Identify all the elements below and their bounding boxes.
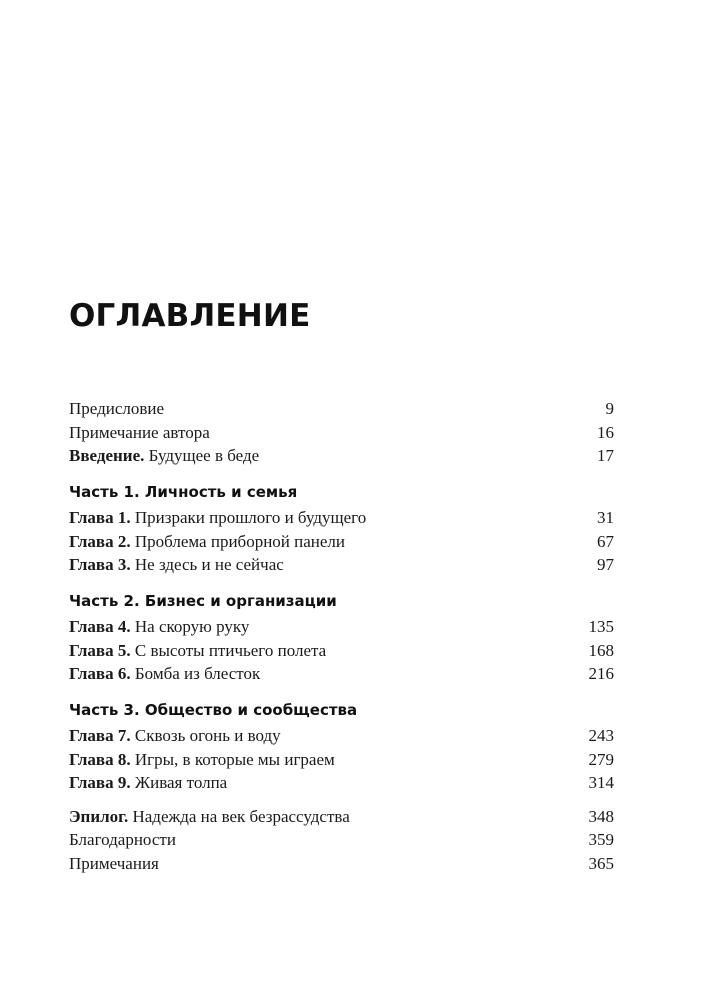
part-heading: Часть 2. Бизнес и организации: [69, 591, 337, 610]
entry-title: [69, 852, 159, 876]
entry-page-number: 31: [597, 508, 614, 527]
entry-text: Примечание автора: [69, 422, 210, 442]
entry-page-number: 279: [588, 749, 614, 769]
entry-page-number: 216: [588, 664, 614, 683]
entry-text: Проблема приборной панели: [134, 531, 346, 551]
entry-page-number: 243: [588, 726, 614, 745]
entry-lead: Глава 5.: [69, 640, 131, 660]
entry-page-number: 9: [605, 399, 614, 418]
entry-text: Благодарности: [69, 830, 176, 849]
entry-lead: Эпилог.: [69, 806, 129, 826]
entry-text: Сквозь огонь и воду: [134, 726, 281, 745]
entry-text: Надежда на век безрассудства: [132, 806, 350, 826]
entry-title: [69, 639, 326, 663]
part-heading: Часть 1. Личность и семья: [69, 482, 298, 501]
entry-lead: Глава 8.: [69, 749, 131, 769]
entry-title: [69, 615, 249, 639]
entry-page-number: 97: [597, 555, 614, 574]
entry-title: [69, 506, 366, 530]
entry-lead: Глава 9.: [69, 773, 131, 792]
entry-title: [69, 553, 284, 577]
toc-entry-chapter-5: [69, 639, 614, 663]
toc-entry-chapter-6: [69, 662, 614, 686]
entry-lead: Глава 6.: [69, 664, 131, 683]
table-of-contents: [69, 397, 614, 875]
toc-entry-epilogue: [69, 805, 614, 829]
entry-title: [69, 444, 259, 468]
entry-text: С высоты птичьего полета: [134, 640, 327, 660]
entry-lead: Глава 3.: [69, 555, 131, 574]
entry-page-number: 67: [597, 531, 614, 551]
toc-entry-introduction: [69, 444, 614, 468]
toc-entry-chapter-9: [69, 771, 614, 795]
entry-text: Игры, в которые мы играем: [134, 749, 335, 769]
toc-entry-chapter-2: [69, 530, 614, 554]
entry-page-number: 314: [588, 773, 614, 792]
entry-title: [69, 724, 281, 748]
entry-lead: Глава 2.: [69, 531, 131, 551]
entry-text: Примечания: [69, 853, 159, 873]
entry-title: [69, 662, 260, 686]
toc-entry-chapter-4: [69, 615, 614, 639]
entry-page-number: 359: [588, 830, 614, 849]
toc-entry-chapter-1: [69, 506, 614, 530]
entry-title: [69, 771, 227, 795]
entry-page-number: 365: [588, 853, 614, 873]
entry-lead: Глава 1.: [69, 508, 131, 527]
toc-entry-preface: [69, 397, 614, 421]
entry-text: На скорую руку: [134, 617, 250, 636]
entry-page-number: 16: [597, 422, 614, 442]
entry-text: Будущее в беде: [148, 446, 260, 465]
entry-text: Призраки прошлого и будущего: [134, 508, 367, 527]
toc-entry-notes: [69, 852, 614, 876]
entry-page-number: 135: [588, 617, 614, 636]
entry-text: Бомба из блесток: [134, 664, 261, 683]
entry-text: Не здесь и не сейчас: [134, 555, 284, 574]
entry-title: [69, 530, 345, 554]
part-heading: Часть 3. Общество и сообщества: [69, 700, 358, 719]
entry-title: [69, 828, 176, 852]
entry-page-number: 348: [588, 806, 614, 826]
toc-entry-author-note: [69, 421, 614, 445]
section-spacer: [69, 795, 614, 805]
toc-entry-chapter-7: [69, 724, 614, 748]
toc-entry-chapter-3: [69, 553, 614, 577]
entry-title: [69, 397, 164, 421]
entry-title: [69, 805, 350, 829]
entry-text: Предисловие: [69, 399, 165, 418]
entry-title: [69, 748, 335, 772]
entry-title: [69, 421, 210, 445]
toc-entry-chapter-8: [69, 748, 614, 772]
entry-lead: Глава 4.: [69, 617, 131, 636]
page-title: ОГЛАВЛЕНИЕ: [69, 298, 311, 334]
entry-page-number: 17: [597, 446, 614, 465]
toc-entry-acknowledgements: [69, 828, 614, 852]
entry-page-number: 168: [588, 640, 614, 660]
entry-lead: Введение.: [69, 446, 145, 465]
entry-text: Живая толпа: [134, 773, 228, 792]
entry-lead: Глава 7.: [69, 726, 131, 745]
